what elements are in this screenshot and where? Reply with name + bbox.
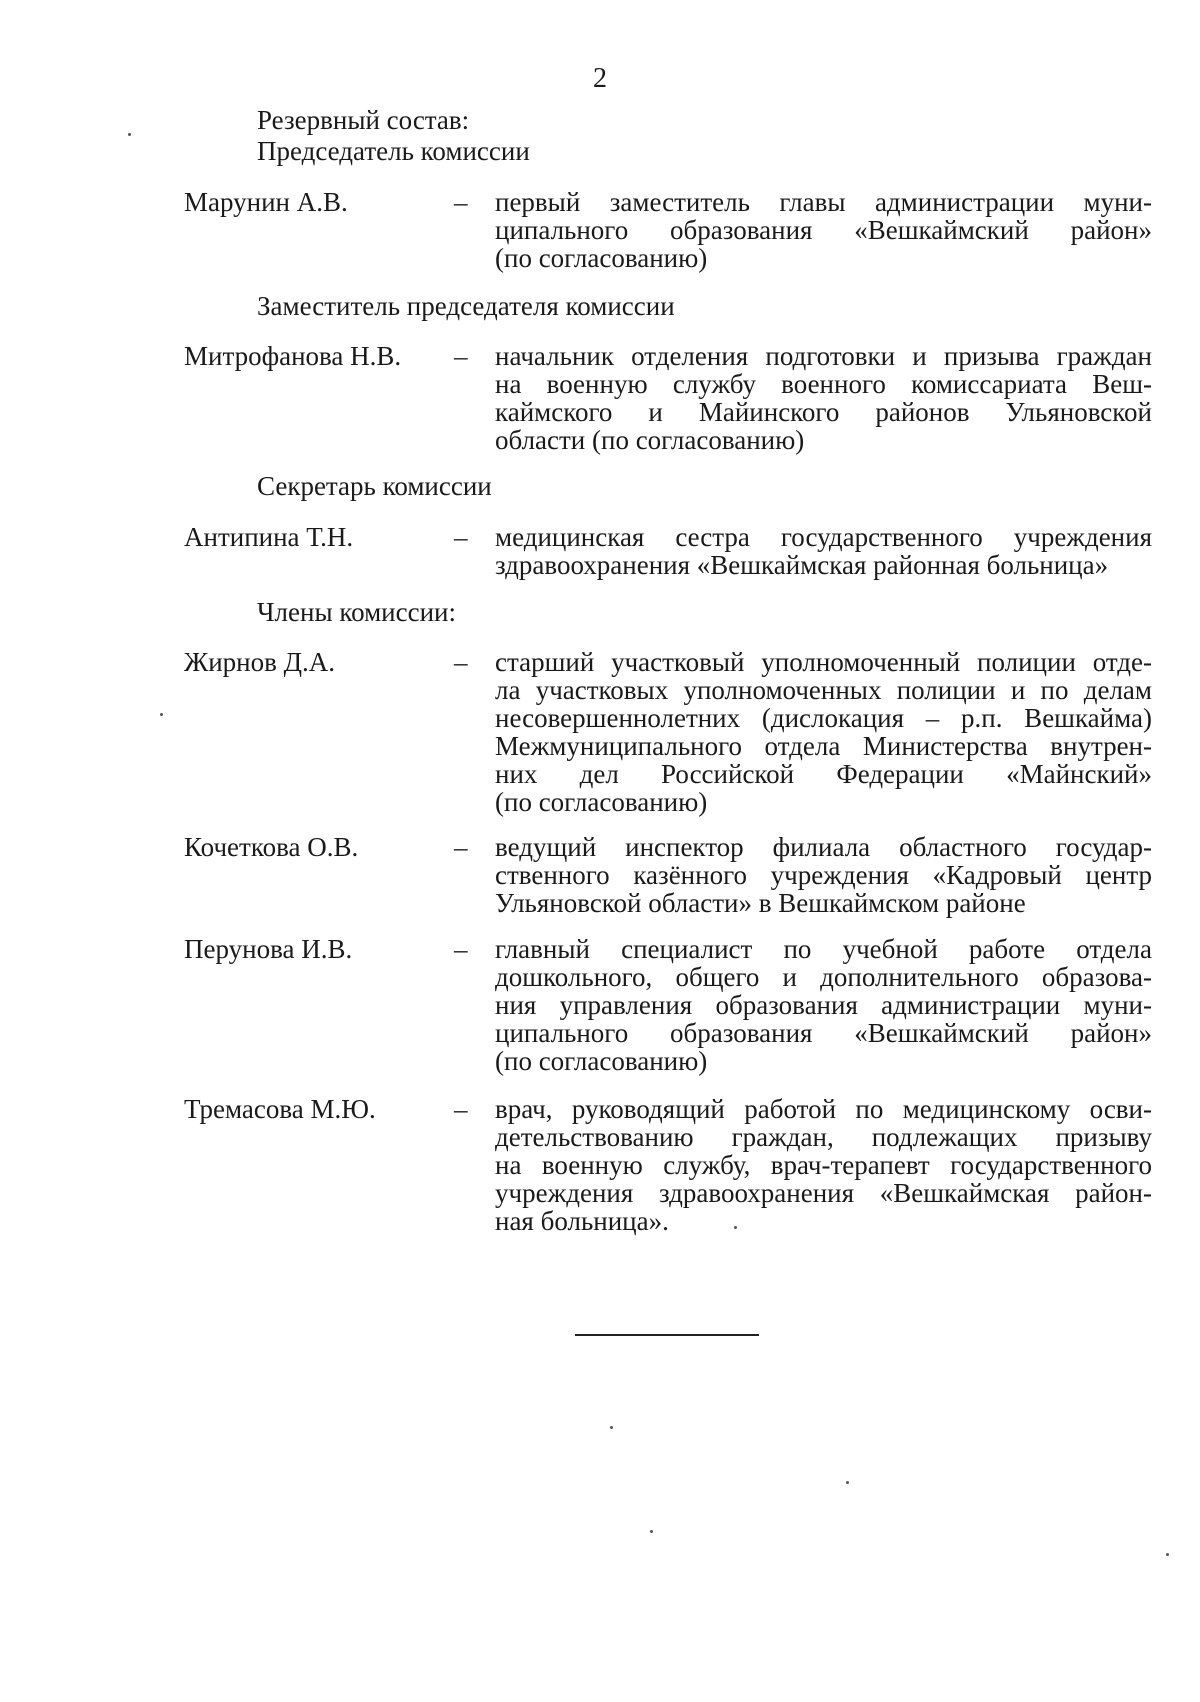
position-line: области (по согласованию) bbox=[495, 425, 805, 455]
position-line: каймского и Майинского районов Ульяновской bbox=[495, 397, 1152, 427]
dash: – bbox=[454, 934, 468, 964]
member-name: Перунова И.В. bbox=[184, 934, 353, 964]
member-name: Антипина Т.Н. bbox=[184, 522, 354, 552]
position-line: детельствованию граждан, подлежащих призыву bbox=[495, 1122, 1152, 1152]
dash: – bbox=[454, 832, 468, 862]
scan-speck bbox=[1166, 1553, 1169, 1556]
reserve-heading: Резервный состав: bbox=[257, 105, 470, 135]
member-position bbox=[495, 188, 1152, 272]
dash: – bbox=[454, 187, 468, 217]
member-position bbox=[495, 935, 1152, 1075]
secretary-heading: Секретарь комиссии bbox=[257, 471, 492, 501]
scan-speck bbox=[128, 133, 131, 136]
position-line: врач, руководящий работой по медицинскому осви- bbox=[495, 1094, 1152, 1124]
end-of-document-rule bbox=[575, 1334, 759, 1336]
deputy-heading: Заместитель председателя комиссии bbox=[257, 291, 675, 321]
member-name: Кочеткова О.В. bbox=[184, 832, 359, 862]
position-line: Межмуниципального отдела Министерства внутрен- bbox=[495, 731, 1152, 761]
member-position bbox=[495, 1095, 1152, 1235]
position-line: дошкольного, общего и дополнительного образова- bbox=[495, 962, 1152, 992]
position-line: Ульяновской области» в Вешкаймском районе bbox=[495, 888, 1026, 918]
position-line: несовершеннолетних (дислокация – р.п. Вешкайма) bbox=[495, 703, 1152, 733]
position-line: начальник отделения подготовки и призыва граждан bbox=[495, 341, 1152, 371]
position-line: ципального образования «Вешкаймский район» bbox=[495, 1018, 1152, 1048]
member-name: Тремасова М.Ю. bbox=[184, 1094, 376, 1124]
member-position bbox=[495, 523, 1152, 579]
position-line: них дел Российской Федерации «Майнский» bbox=[495, 759, 1152, 789]
position-line: главный специалист по учебной работе отдела bbox=[495, 934, 1152, 964]
position-line: первый заместитель главы администрации муни- bbox=[495, 187, 1152, 217]
member-name: Митрофанова Н.В. bbox=[184, 341, 402, 371]
position-line: ния управления образования администрации муни- bbox=[495, 990, 1152, 1020]
member-position bbox=[495, 833, 1152, 917]
position-line: старший участковый уполномоченный полиции отде- bbox=[495, 647, 1152, 677]
page-number: 2 bbox=[593, 63, 607, 94]
position-line: ведущий инспектор филиала областного государ- bbox=[495, 832, 1152, 862]
member-name: Марунин А.В. bbox=[184, 187, 348, 217]
member-position bbox=[495, 342, 1152, 454]
position-line: (по согласованию) bbox=[495, 1046, 708, 1076]
member-position bbox=[495, 648, 1152, 816]
position-line: здравоохранения «Вешкаймская районная больница» bbox=[495, 550, 1109, 580]
dash: – bbox=[454, 647, 468, 677]
position-line: (по согласованию) bbox=[495, 787, 708, 817]
chair-heading: Председатель комиссии bbox=[257, 136, 530, 166]
scan-speck bbox=[734, 1226, 737, 1229]
position-line: на военную службу военного комиссариата Веш- bbox=[495, 369, 1152, 399]
position-line: медицинская сестра государственного учреждения bbox=[495, 522, 1152, 552]
scan-speck bbox=[650, 1530, 653, 1533]
dash: – bbox=[454, 522, 468, 552]
position-line: ная больница». bbox=[495, 1206, 669, 1236]
position-line: ла участковых уполномоченных полиции и по делам bbox=[495, 675, 1152, 705]
dash: – bbox=[454, 1094, 468, 1124]
scan-speck bbox=[846, 1481, 849, 1484]
member-name: Жирнов Д.А. bbox=[184, 647, 336, 677]
position-line: учреждения здравоохранения «Вешкаймская район- bbox=[495, 1178, 1152, 1208]
position-line: ственного казённого учреждения «Кадровый центр bbox=[495, 860, 1152, 890]
position-line: на военную службу, врач-терапевт государственного bbox=[495, 1150, 1152, 1180]
position-line: ципального образования «Вешкаймский район» bbox=[495, 215, 1152, 245]
members-heading: Члены комиссии: bbox=[257, 597, 456, 627]
dash: – bbox=[454, 341, 468, 371]
scan-speck bbox=[610, 1426, 613, 1429]
position-line: (по согласованию) bbox=[495, 243, 708, 273]
scan-speck bbox=[160, 713, 163, 716]
